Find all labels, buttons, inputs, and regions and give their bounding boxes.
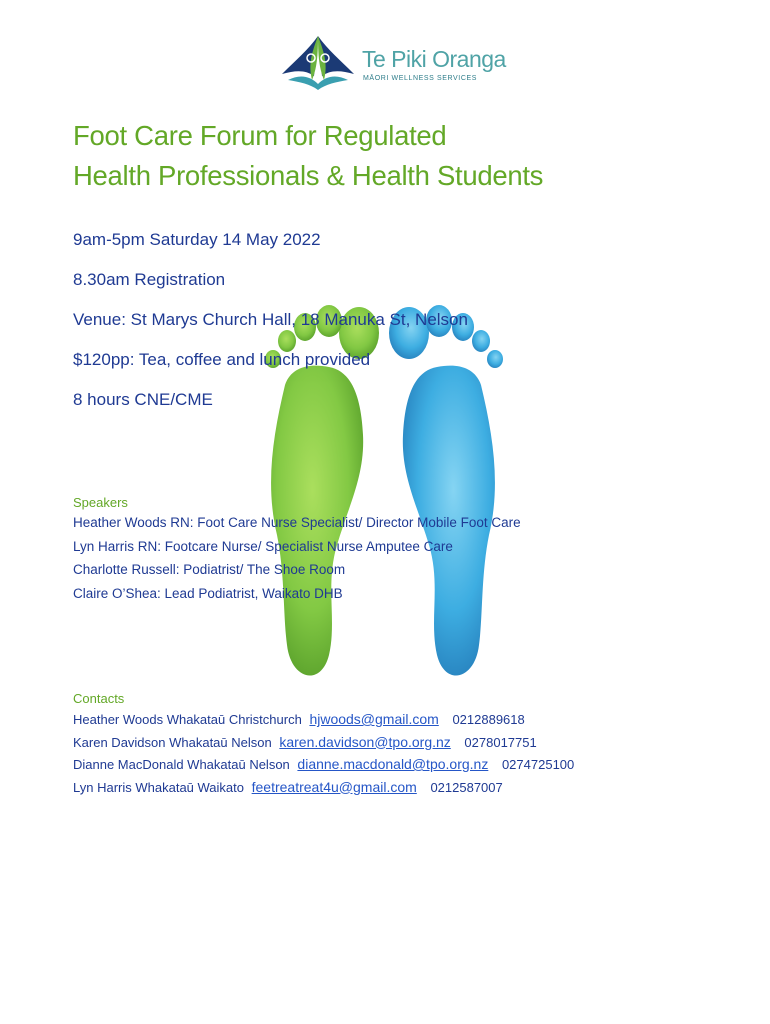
event-price: $120pp: Tea, coffee and lunch provided (73, 350, 371, 369)
contact-name: Karen Davidson Whakataū Nelson (73, 734, 272, 750)
contact-email-link[interactable]: karen.davidson@tpo.org.nz (279, 733, 451, 750)
contact-phone: 0274725100 (501, 757, 575, 772)
title-line-1: Foot Care Forum for Regulated (73, 120, 447, 151)
contact-email-link[interactable]: dianne.macdonald@tpo.org.nz (297, 756, 489, 772)
logo-tagline: MĀORI WELLNESS SERVICES (363, 75, 478, 82)
event-hours: 8 hours CNE/CME (73, 390, 213, 409)
speaker-item: Heather Woods RN: Foot Care Nurse Specialist/ Director Mobile Foot Care (73, 515, 521, 530)
speaker-item: Lyn Harris RN: Footcare Nurse/ Specialist Nurse Amputee Care (73, 538, 453, 554)
event-venue: Venue: St Marys Church Hall, 18 Manuka St, Nelson (73, 310, 468, 329)
event-time: 9am-5pm Saturday 14 May 2022 (73, 230, 321, 249)
speakers-heading: Speakers (73, 495, 128, 510)
contact-name: Dianne MacDonald Whakataū Nelson (73, 757, 290, 772)
speaker-item: Charlotte Russell: Podiatrist/ The Shoe Room (73, 562, 346, 577)
event-registration: 8.30am Registration (73, 270, 226, 289)
contact-email-link[interactable]: hjwoods@gmail.com (309, 711, 439, 727)
contacts-section (73, 691, 574, 799)
contact-row (73, 754, 574, 777)
speakers-section (73, 495, 521, 607)
contact-phone: 0212587007 (430, 779, 503, 795)
te-piki-oranga-logo-mark (278, 30, 358, 92)
contact-name: Lyn Harris Whakataū Waikato (73, 779, 244, 795)
title-line-2: Health Professionals & Health Students (73, 160, 544, 191)
logo-brand-name: Te Piki Oranga (362, 46, 506, 72)
contact-row (73, 709, 574, 732)
forum-title (73, 116, 543, 196)
contact-name: Heather Woods Whakataū Christchurch (73, 712, 302, 727)
event-details (73, 227, 468, 427)
speaker-item: Claire O’Shea: Lead Podiatrist, Waikato DHB (73, 585, 343, 601)
contact-row (73, 732, 574, 755)
contact-row (73, 777, 574, 800)
contact-phone: 0212889618 (452, 712, 525, 727)
contact-email-link[interactable]: feetreatreat4u@gmail.com (251, 778, 417, 795)
logo (278, 30, 506, 92)
contacts-heading: Contacts (73, 691, 125, 706)
contact-phone: 0278017751 (464, 734, 537, 750)
